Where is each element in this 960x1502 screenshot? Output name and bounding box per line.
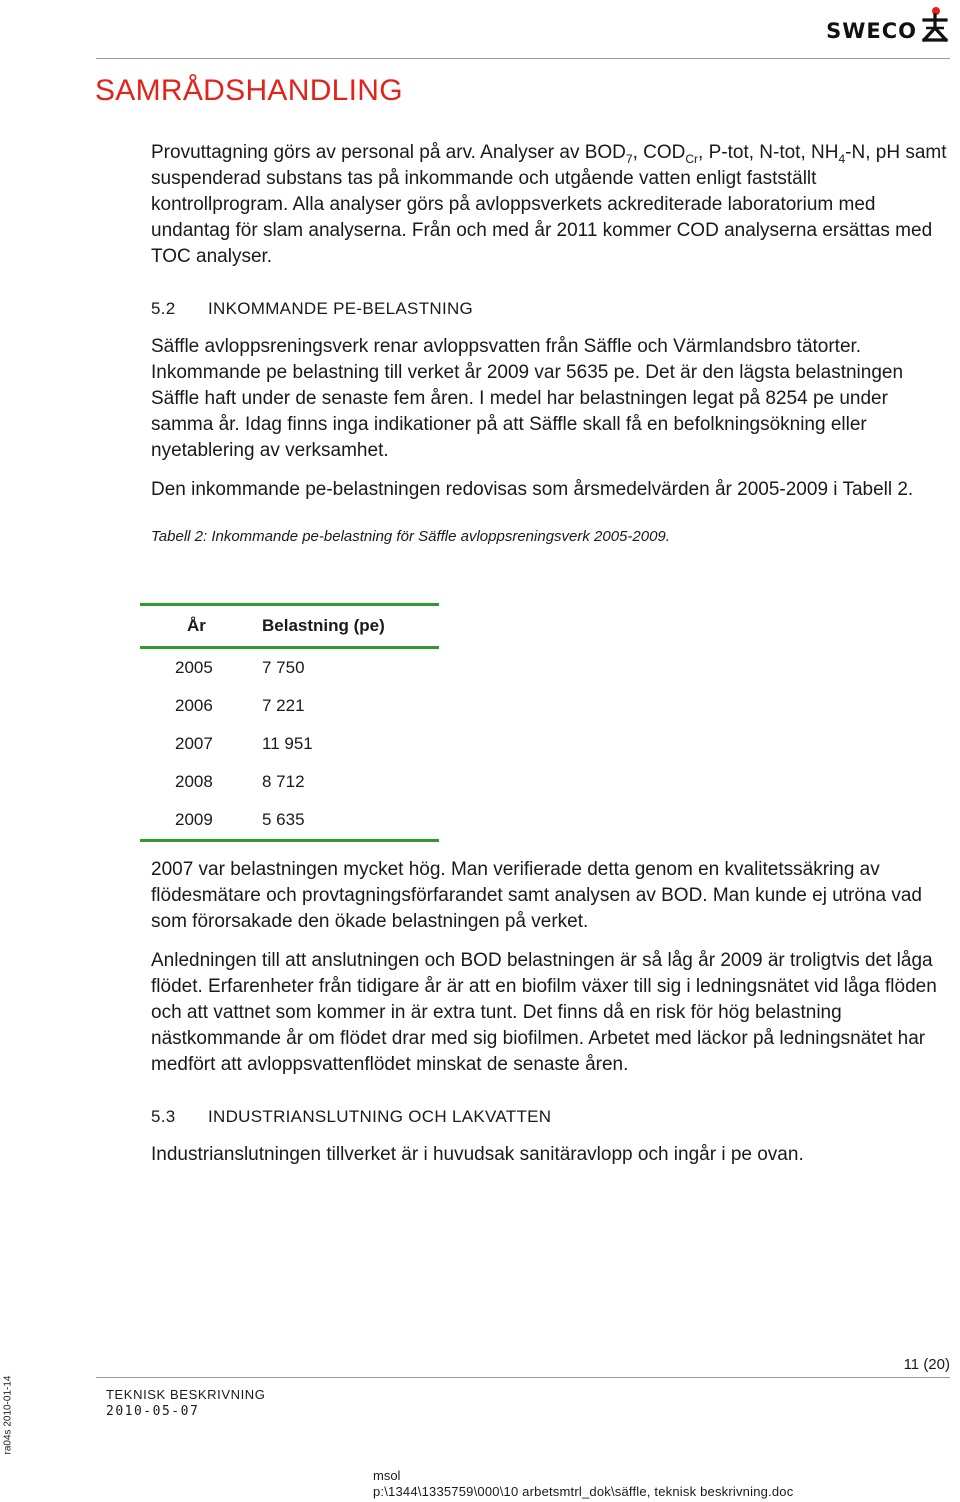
section-heading-5-2 <box>151 296 951 322</box>
sweco-figure-icon <box>920 6 950 42</box>
table-row <box>140 801 439 839</box>
footer-divider <box>96 1377 950 1378</box>
cell-year: 2008 <box>175 772 213 791</box>
cell-load: 7 221 <box>262 696 305 715</box>
table-header-row <box>140 606 439 646</box>
text-run: -N, pH samt suspenderad substans tas på inkommande och utgående vatten enligt fastställt kontrollprogram. Alla analyser görs på avloppsverkets ackrediterade laboratorium med undantag för slam analyserna. Från och med år 2011 kommer COD analyserna ersättas med TOC analyser. <box>151 142 947 267</box>
load-table <box>140 603 439 842</box>
footer-date: 2010-05-07 <box>106 1404 200 1419</box>
paragraph-load: Säffle avloppsreningsverk renar avloppsvatten från Säffle och Värmlandsbro tätorter. Inkommande pe belastning till verket år 2009 var 5635 pe. Det är den lägsta belastningen Säffle haft under de senaste fem åren. I medel har belastningen legat på 8254 pe under samma år. Idag finns inga indikationer på att Säffle skall få en befolkningsökning eller nyetablering av verksamhet. <box>151 336 904 461</box>
logo-text: SWECO <box>826 19 917 43</box>
table-bottom-rule <box>140 839 439 842</box>
footer-side-code <box>0 1370 16 1460</box>
table-row <box>140 649 439 687</box>
paragraph-2007: 2007 var belastningen mycket hög. Man verifierade detta genom en kvalitetssäkring av flödesmätare och provtagningsförfarandet samt analysen av BOD. Man kunde ej utröna vad som förorsakade den ökade belastningen på verket. <box>151 859 922 932</box>
sweco-logo <box>826 6 950 42</box>
cell-year: 2009 <box>175 810 213 829</box>
side-code-text: ra04s 2010-01-14 <box>2 1375 14 1455</box>
table-row <box>140 763 439 801</box>
paragraph-sampling <box>151 140 951 270</box>
header-cell-year: År <box>187 616 206 635</box>
text-run: , COD <box>632 142 686 163</box>
footer-file-path: p:\1344\1335759\000\10 arbetsmtrl_dok\säffle, teknisk beskrivning.doc <box>373 1484 794 1499</box>
cell-load: 11 951 <box>262 734 313 753</box>
header-cell-load: Belastning (pe) <box>262 616 385 635</box>
paragraph-reason: Anledningen till att anslutningen och BOD belastningen är så låg år 2009 är troligtvis det låga flödet. Erfarenheter från tidigare år är att en biofilm växer till sig i ledningsnätet vid låga flöden och att vattnet som kommer in är extra tunt. Det finns då en risk för hög belastning nästkommande år om flödet drar med sig biofilmen. Arbetet med läckor på ledningsnätet har medfört att avloppsvattenflödet minskat de senaste åren. <box>151 950 937 1075</box>
cell-load: 7 750 <box>262 658 305 677</box>
page-number: 11 (20) <box>903 1356 950 1373</box>
cell-year: 2007 <box>175 734 213 753</box>
header-divider <box>96 58 950 59</box>
paragraph-table-ref: Den inkommande pe-belastningen redovisas som årsmedelvärden år 2005-2009 i Tabell 2. <box>151 479 914 500</box>
section-title: INDUSTRIANSLUTNING OCH LAKVATTEN <box>208 1107 552 1126</box>
document-title: SAMRÅDSHANDLING <box>95 74 403 107</box>
table-row <box>140 687 439 725</box>
table-row <box>140 725 439 763</box>
cell-load: 8 712 <box>262 772 305 791</box>
subscript: Cr <box>685 151 699 166</box>
cell-year: 2005 <box>175 658 213 677</box>
subscript: 7 <box>625 151 633 166</box>
cell-year: 2006 <box>175 696 213 715</box>
text-run: Provuttagning görs av personal på arv. Analyser av BOD <box>151 142 626 163</box>
paragraph-industry: Industrianslutningen tillverket är i huvudsak sanitäravlopp och ingår i pe ovan. <box>151 1144 804 1165</box>
section-number: 5.3 <box>151 1107 176 1126</box>
cell-load: 5 635 <box>262 810 305 829</box>
section-title: INKOMMANDE PE-BELASTNING <box>208 299 474 318</box>
table-caption: Tabell 2: Inkommande pe-belastning för Säffle avloppsreningsverk 2005-2009. <box>151 528 670 545</box>
text-run: , P-tot, N-tot, NH <box>698 142 839 163</box>
section-number: 5.2 <box>151 299 176 318</box>
footer-author: msol <box>373 1468 401 1483</box>
subscript: 4 <box>838 151 846 166</box>
footer-doc-type: TEKNISK BESKRIVNING <box>106 1387 266 1402</box>
section-heading-5-3 <box>151 1104 951 1130</box>
